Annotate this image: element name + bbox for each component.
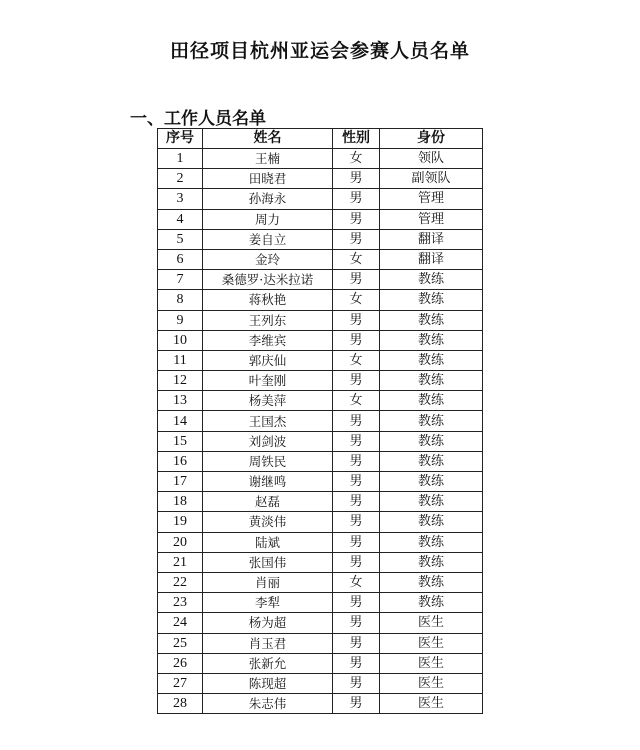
cell-role: 医生 xyxy=(380,694,483,714)
table-row xyxy=(158,169,483,189)
cell-name: 刘剑波 xyxy=(203,431,333,451)
cell-serial-number: 5 xyxy=(158,229,203,249)
header-role: 身份 xyxy=(380,129,483,149)
table-row xyxy=(158,310,483,330)
table-row xyxy=(158,149,483,169)
cell-name: 杨为超 xyxy=(203,613,333,633)
cell-role: 医生 xyxy=(380,613,483,633)
cell-serial-number: 24 xyxy=(158,613,203,633)
cell-role: 教练 xyxy=(380,371,483,391)
cell-gender: 女 xyxy=(333,290,380,310)
cell-serial-number: 17 xyxy=(158,472,203,492)
cell-gender: 男 xyxy=(333,694,380,714)
table-row xyxy=(158,290,483,310)
cell-serial-number: 14 xyxy=(158,411,203,431)
cell-role: 教练 xyxy=(380,350,483,370)
cell-gender: 男 xyxy=(333,189,380,209)
cell-name: 陆斌 xyxy=(203,532,333,552)
cell-name: 桑德罗·达米拉诺 xyxy=(203,270,333,290)
cell-name: 王列东 xyxy=(203,310,333,330)
cell-gender: 男 xyxy=(333,411,380,431)
section-heading: 一、工作人员名单 xyxy=(130,109,266,129)
cell-role: 教练 xyxy=(380,492,483,512)
cell-serial-number: 4 xyxy=(158,209,203,229)
cell-gender: 男 xyxy=(333,532,380,552)
cell-gender: 女 xyxy=(333,149,380,169)
cell-serial-number: 11 xyxy=(158,350,203,370)
table-row xyxy=(158,694,483,714)
cell-name: 郭庆仙 xyxy=(203,350,333,370)
cell-gender: 男 xyxy=(333,673,380,693)
cell-serial-number: 21 xyxy=(158,552,203,572)
cell-role: 教练 xyxy=(380,411,483,431)
header-name: 姓名 xyxy=(203,129,333,149)
cell-gender: 男 xyxy=(333,472,380,492)
cell-name: 蒋秋艳 xyxy=(203,290,333,310)
cell-role: 教练 xyxy=(380,552,483,572)
cell-role: 教练 xyxy=(380,310,483,330)
staff-roster-table xyxy=(157,128,483,714)
table-row xyxy=(158,270,483,290)
cell-role: 教练 xyxy=(380,572,483,592)
cell-gender: 男 xyxy=(333,492,380,512)
document-title: 田径项目杭州亚运会参赛人员名单 xyxy=(169,40,470,62)
cell-role: 副领队 xyxy=(380,169,483,189)
cell-serial-number: 19 xyxy=(158,512,203,532)
table-row xyxy=(158,229,483,249)
cell-role: 领队 xyxy=(380,149,483,169)
cell-role: 教练 xyxy=(380,270,483,290)
cell-gender: 男 xyxy=(333,209,380,229)
cell-gender: 男 xyxy=(333,653,380,673)
cell-role: 教练 xyxy=(380,431,483,451)
table-body xyxy=(158,149,483,714)
cell-name: 陈现超 xyxy=(203,673,333,693)
cell-role: 医生 xyxy=(380,673,483,693)
table-row xyxy=(158,350,483,370)
cell-name: 孙海永 xyxy=(203,189,333,209)
cell-name: 谢继鸣 xyxy=(203,472,333,492)
table-row xyxy=(158,209,483,229)
cell-serial-number: 12 xyxy=(158,371,203,391)
cell-role: 教练 xyxy=(380,472,483,492)
cell-serial-number: 2 xyxy=(158,169,203,189)
table-row xyxy=(158,552,483,572)
cell-role: 翻译 xyxy=(380,229,483,249)
cell-gender: 男 xyxy=(333,431,380,451)
header-gender: 性别 xyxy=(333,129,380,149)
cell-name: 王国杰 xyxy=(203,411,333,431)
cell-role: 翻译 xyxy=(380,249,483,269)
header-serial-number: 序号 xyxy=(158,129,203,149)
cell-serial-number: 8 xyxy=(158,290,203,310)
cell-gender: 男 xyxy=(333,229,380,249)
cell-gender: 男 xyxy=(333,330,380,350)
table-row xyxy=(158,189,483,209)
cell-role: 教练 xyxy=(380,290,483,310)
table-row xyxy=(158,451,483,471)
cell-serial-number: 7 xyxy=(158,270,203,290)
cell-role: 教练 xyxy=(380,451,483,471)
cell-serial-number: 25 xyxy=(158,633,203,653)
cell-serial-number: 15 xyxy=(158,431,203,451)
cell-gender: 女 xyxy=(333,249,380,269)
cell-name: 肖丽 xyxy=(203,572,333,592)
cell-name: 张国伟 xyxy=(203,552,333,572)
cell-serial-number: 23 xyxy=(158,593,203,613)
cell-name: 赵磊 xyxy=(203,492,333,512)
table-row xyxy=(158,391,483,411)
cell-serial-number: 9 xyxy=(158,310,203,330)
cell-gender: 男 xyxy=(333,169,380,189)
cell-serial-number: 16 xyxy=(158,451,203,471)
table-row xyxy=(158,572,483,592)
table-row xyxy=(158,249,483,269)
cell-name: 周力 xyxy=(203,209,333,229)
cell-gender: 男 xyxy=(333,613,380,633)
cell-name: 张新允 xyxy=(203,653,333,673)
table-header-row xyxy=(158,129,483,149)
cell-name: 杨美萍 xyxy=(203,391,333,411)
cell-role: 教练 xyxy=(380,532,483,552)
cell-gender: 女 xyxy=(333,350,380,370)
cell-name: 田晓君 xyxy=(203,169,333,189)
cell-gender: 男 xyxy=(333,633,380,653)
cell-gender: 男 xyxy=(333,451,380,471)
cell-role: 医生 xyxy=(380,633,483,653)
cell-role: 医生 xyxy=(380,653,483,673)
cell-serial-number: 13 xyxy=(158,391,203,411)
cell-gender: 女 xyxy=(333,572,380,592)
cell-name: 黄淡伟 xyxy=(203,512,333,532)
cell-name: 周铁民 xyxy=(203,451,333,471)
cell-serial-number: 26 xyxy=(158,653,203,673)
table-row xyxy=(158,411,483,431)
cell-serial-number: 10 xyxy=(158,330,203,350)
cell-role: 教练 xyxy=(380,593,483,613)
table-row xyxy=(158,633,483,653)
cell-role: 管理 xyxy=(380,209,483,229)
cell-gender: 男 xyxy=(333,593,380,613)
cell-gender: 女 xyxy=(333,391,380,411)
cell-name: 肖玉君 xyxy=(203,633,333,653)
table-row xyxy=(158,431,483,451)
cell-serial-number: 27 xyxy=(158,673,203,693)
cell-gender: 男 xyxy=(333,512,380,532)
cell-role: 教练 xyxy=(380,391,483,411)
cell-gender: 男 xyxy=(333,310,380,330)
cell-serial-number: 28 xyxy=(158,694,203,714)
cell-role: 教练 xyxy=(380,330,483,350)
cell-role: 管理 xyxy=(380,189,483,209)
cell-serial-number: 18 xyxy=(158,492,203,512)
cell-gender: 男 xyxy=(333,552,380,572)
cell-name: 金玲 xyxy=(203,249,333,269)
cell-serial-number: 22 xyxy=(158,572,203,592)
table-row xyxy=(158,593,483,613)
table-row xyxy=(158,613,483,633)
table-row xyxy=(158,673,483,693)
table-row xyxy=(158,653,483,673)
cell-gender: 男 xyxy=(333,371,380,391)
cell-serial-number: 6 xyxy=(158,249,203,269)
cell-serial-number: 3 xyxy=(158,189,203,209)
cell-serial-number: 20 xyxy=(158,532,203,552)
cell-role: 教练 xyxy=(380,512,483,532)
cell-name: 姜自立 xyxy=(203,229,333,249)
table-row xyxy=(158,371,483,391)
cell-name: 李维宾 xyxy=(203,330,333,350)
table-row xyxy=(158,472,483,492)
table-row xyxy=(158,512,483,532)
cell-serial-number: 1 xyxy=(158,149,203,169)
cell-name: 王楠 xyxy=(203,149,333,169)
table-row xyxy=(158,532,483,552)
cell-name: 朱志伟 xyxy=(203,694,333,714)
cell-name: 叶奎刚 xyxy=(203,371,333,391)
cell-gender: 男 xyxy=(333,270,380,290)
table-row xyxy=(158,330,483,350)
table-row xyxy=(158,492,483,512)
cell-name: 李犁 xyxy=(203,593,333,613)
